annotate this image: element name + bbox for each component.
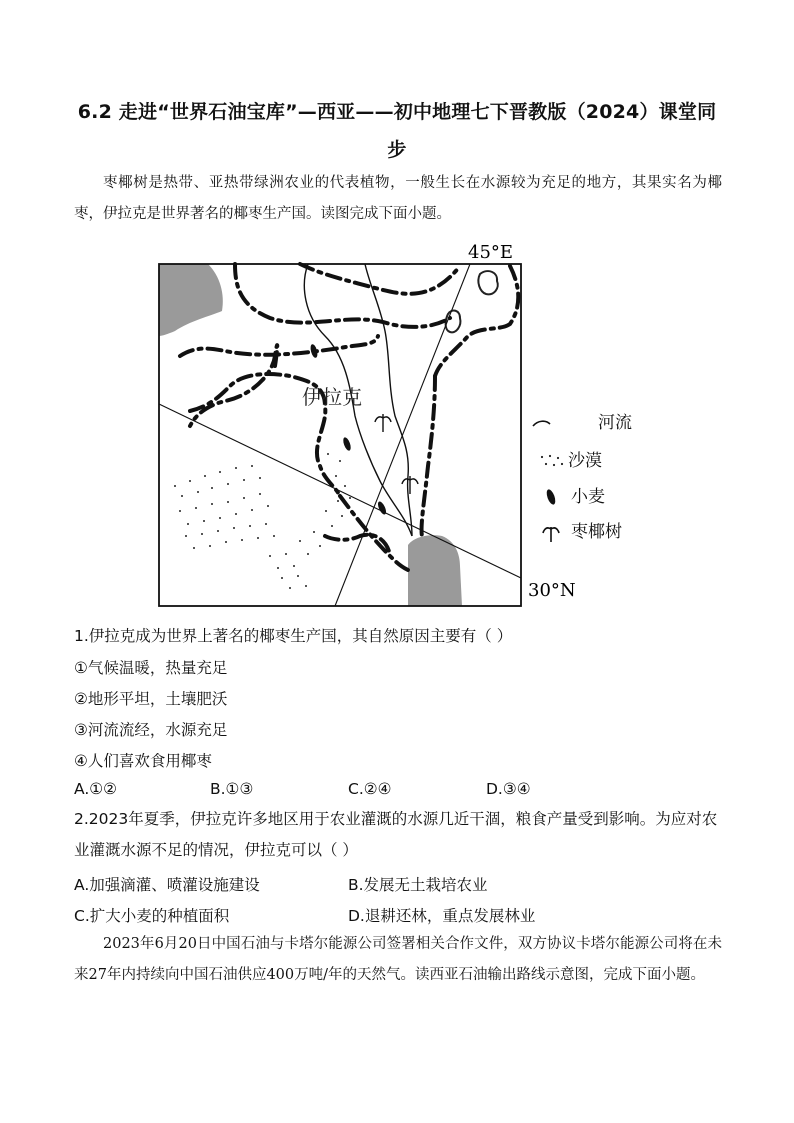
iraq-map — [150, 236, 576, 608]
q1-option-d[interactable]: D.③④ — [486, 780, 531, 798]
q2-option-a[interactable]: A.加强滴灌、喷灌设施建设 — [74, 876, 260, 894]
q1-item-3: ③河流流经，水源充足 — [74, 721, 228, 739]
date-palm-icons — [375, 414, 418, 494]
legend-label-desert: 沙漠 — [568, 451, 602, 471]
outro-text: 2023年6月20日中国石油与卡塔尔能源公司签署相关合作文件，双方协议卡塔尔能源公司将在未来27年内持续向中国石油供应400万吨/年的天然气。读西亚石油输出路线示意图，完成下面小题。 — [74, 936, 722, 983]
page-title: 6.2 走进“世界石油宝库”—西亚——初中地理七下晋教版（2024）课堂同步 — [77, 101, 717, 161]
sea-upper-left — [159, 264, 223, 336]
q2-option-d[interactable]: D.退耕还林，重点发展林业 — [348, 907, 536, 925]
country-label: 伊拉克 — [302, 385, 362, 409]
date-palm-icon — [541, 521, 571, 543]
q1-option-b[interactable]: B.①③ — [210, 780, 254, 798]
q2-option-b[interactable]: B.发展无土栽培农业 — [348, 876, 488, 894]
legend-label-river: 河流 — [598, 413, 632, 433]
legend-label-date-palm: 枣椰树 — [571, 522, 622, 542]
lat-label: 30°N — [528, 580, 576, 601]
q1-option-c[interactable]: C.②④ — [348, 780, 392, 798]
intro-text: 枣椰树是热带、亚热带绿洲农业的代表植物，一般生长在水源较为充足的地方，其果实名为椰枣，伊拉克是世界著名的椰枣生产国。读图完成下面小题。 — [74, 175, 722, 222]
q1-item-4: ④人们喜欢食用椰枣 — [74, 752, 212, 770]
q1-item-2: ②地形平坦，土壤肥沃 — [74, 690, 228, 708]
border-lines — [180, 264, 518, 570]
q1-option-a[interactable]: A.①② — [74, 780, 118, 798]
legend-item-river — [574, 408, 632, 433]
map-frame — [159, 264, 521, 606]
legend-item-desert — [538, 446, 602, 471]
q2-option-c[interactable]: C.扩大小麦的种植面积 — [74, 907, 230, 925]
q1-stem: 1.伊拉克成为世界上著名的椰枣生产国，其自然原因主要有（ ） — [74, 627, 513, 645]
legend-label-wheat: 小麦 — [571, 487, 605, 507]
desert-dots-icon — [538, 452, 568, 470]
wheat-icon — [541, 487, 571, 507]
outro-paragraph — [74, 929, 722, 991]
lake-north — [478, 271, 497, 294]
intro-paragraph — [74, 168, 722, 230]
river-line-icon — [533, 421, 550, 426]
q1-item-1: ①气候温暖，热量充足 — [74, 659, 228, 677]
latitude-line-30N — [159, 404, 521, 578]
q2-stem: 2.2023年夏季，伊拉克许多地区用于农业灌溉的水源几近干涸，粮食产量受到影响。为应对农业灌溉水源不足的情况，伊拉克可以（ ） — [74, 810, 718, 859]
lon-label: 45°E — [468, 242, 514, 263]
legend-item-date-palm — [541, 517, 622, 543]
legend-item-wheat — [541, 482, 605, 507]
